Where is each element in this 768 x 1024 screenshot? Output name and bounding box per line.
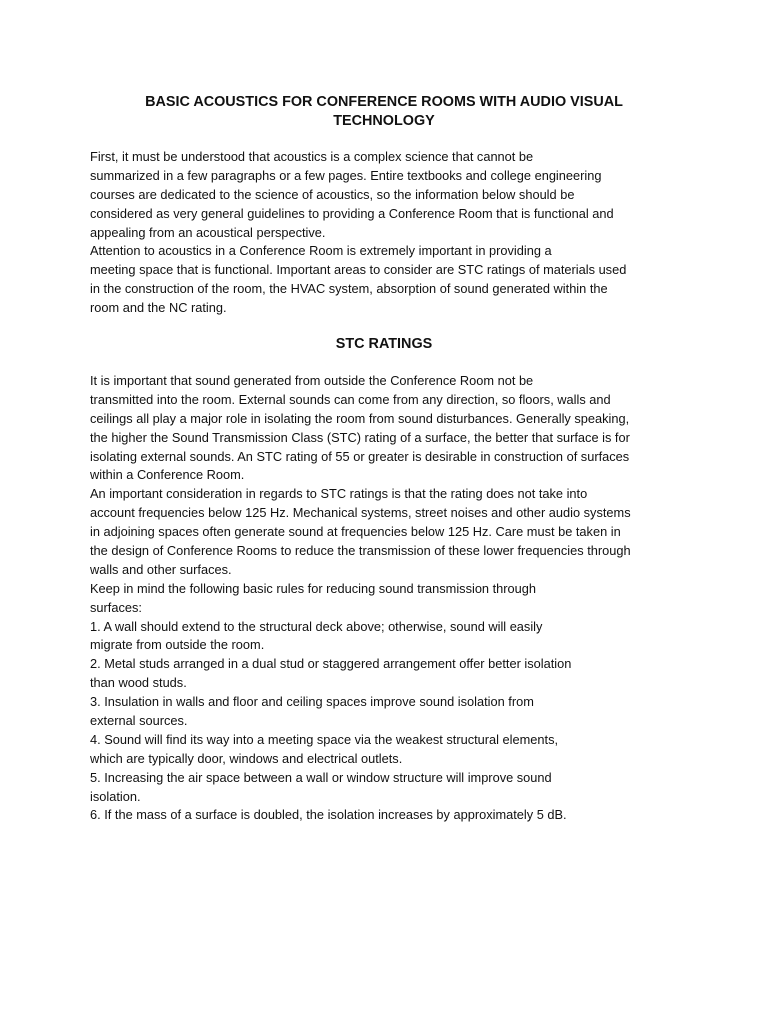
- text-line: courses are dedicated to the science of acoustics, so the information below should be: [90, 186, 575, 202]
- text-line: surfaces:: [90, 599, 142, 615]
- text-line: An important consideration in regards to STC ratings is that the rating does not take into: [90, 486, 588, 502]
- title-line: BASIC ACOUSTICS FOR CONFERENCE ROOMS WITH AUDIO VISUAL: [145, 94, 623, 110]
- text-line: transmitted into the room. External sounds can come from any direction, so floors, walls and: [90, 391, 611, 407]
- text-line: considered as very general guidelines to providing a Conference Room that is functional and: [90, 205, 614, 221]
- text-line: First, it must be understood that acoustics is a complex science that cannot be: [90, 149, 534, 164]
- text-line: ceilings all play a major role in isolating the room from sound disturbances. Generally speaking,: [90, 410, 630, 426]
- text-line: walls and other surfaces.: [90, 561, 232, 577]
- text-line: external sources.: [90, 713, 188, 729]
- list-item: 1. A wall should extend to the structural deck above; otherwise, sound will easily: [90, 618, 543, 634]
- text-line: isolating external sounds. An STC rating of 55 or greater is desirable in construction of surfaces: [90, 448, 630, 464]
- text-line: within a Conference Room.: [90, 467, 245, 483]
- text-line: in adjoining spaces often generate sound at frequencies below 125 Hz. Care must be taken in: [90, 524, 621, 540]
- text-line: summarized in a few paragraphs or a few pages. Entire textbooks and college engineering: [90, 167, 602, 183]
- section-heading-stc: STC RATINGS: [335, 336, 433, 352]
- text-line: It is important that sound generated from outside the Conference Room not be: [90, 373, 534, 388]
- list-item: 4. Sound will find its way into a meeting space via the weakest structural elements,: [90, 731, 559, 747]
- text-line: than wood studs.: [90, 675, 187, 691]
- list-item: 3. Insulation in walls and floor and ceiling spaces improve sound isolation from: [90, 694, 534, 710]
- list-item: 6. If the mass of a surface is doubled, the isolation increases by approximately 5 dB.: [90, 807, 567, 823]
- list-item: 5. Increasing the air space between a wall or window structure will improve sound: [90, 769, 552, 785]
- text-line: in the construction of the room, the HVAC system, absorption of sound generated within the: [90, 281, 608, 297]
- text-line: Keep in mind the following basic rules for reducing sound transmission through: [90, 580, 537, 596]
- text-line: the higher the Sound Transmission Class (STC) rating of a surface, the better that surface is for: [90, 429, 630, 445]
- text-line: which are typically door, windows and electrical outlets.: [90, 750, 403, 766]
- text-line: the design of Conference Rooms to reduce the transmission of these lower frequencies through: [90, 543, 631, 559]
- text-line: migrate from outside the room.: [90, 637, 265, 653]
- text-line: Attention to acoustics in a Conference Room is extremely important in providing a: [90, 243, 552, 259]
- text-line: account frequencies below 125 Hz. Mechanical systems, street noises and other audio systems: [90, 505, 631, 521]
- text-line: isolation.: [90, 788, 141, 804]
- stc-paragraphs: [90, 372, 690, 825]
- title-line: TECHNOLOGY: [333, 113, 435, 129]
- document-title: [90, 93, 678, 131]
- intro-paragraphs: [90, 148, 690, 318]
- list-item: 2. Metal studs arranged in a dual stud or staggered arrangement offer better isolation: [90, 656, 572, 672]
- text-line: appealing from an acoustical perspective.: [90, 224, 326, 240]
- text-line: room and the NC rating.: [90, 300, 227, 316]
- text-line: meeting space that is functional. Important areas to consider are STC ratings of materials used: [90, 262, 627, 278]
